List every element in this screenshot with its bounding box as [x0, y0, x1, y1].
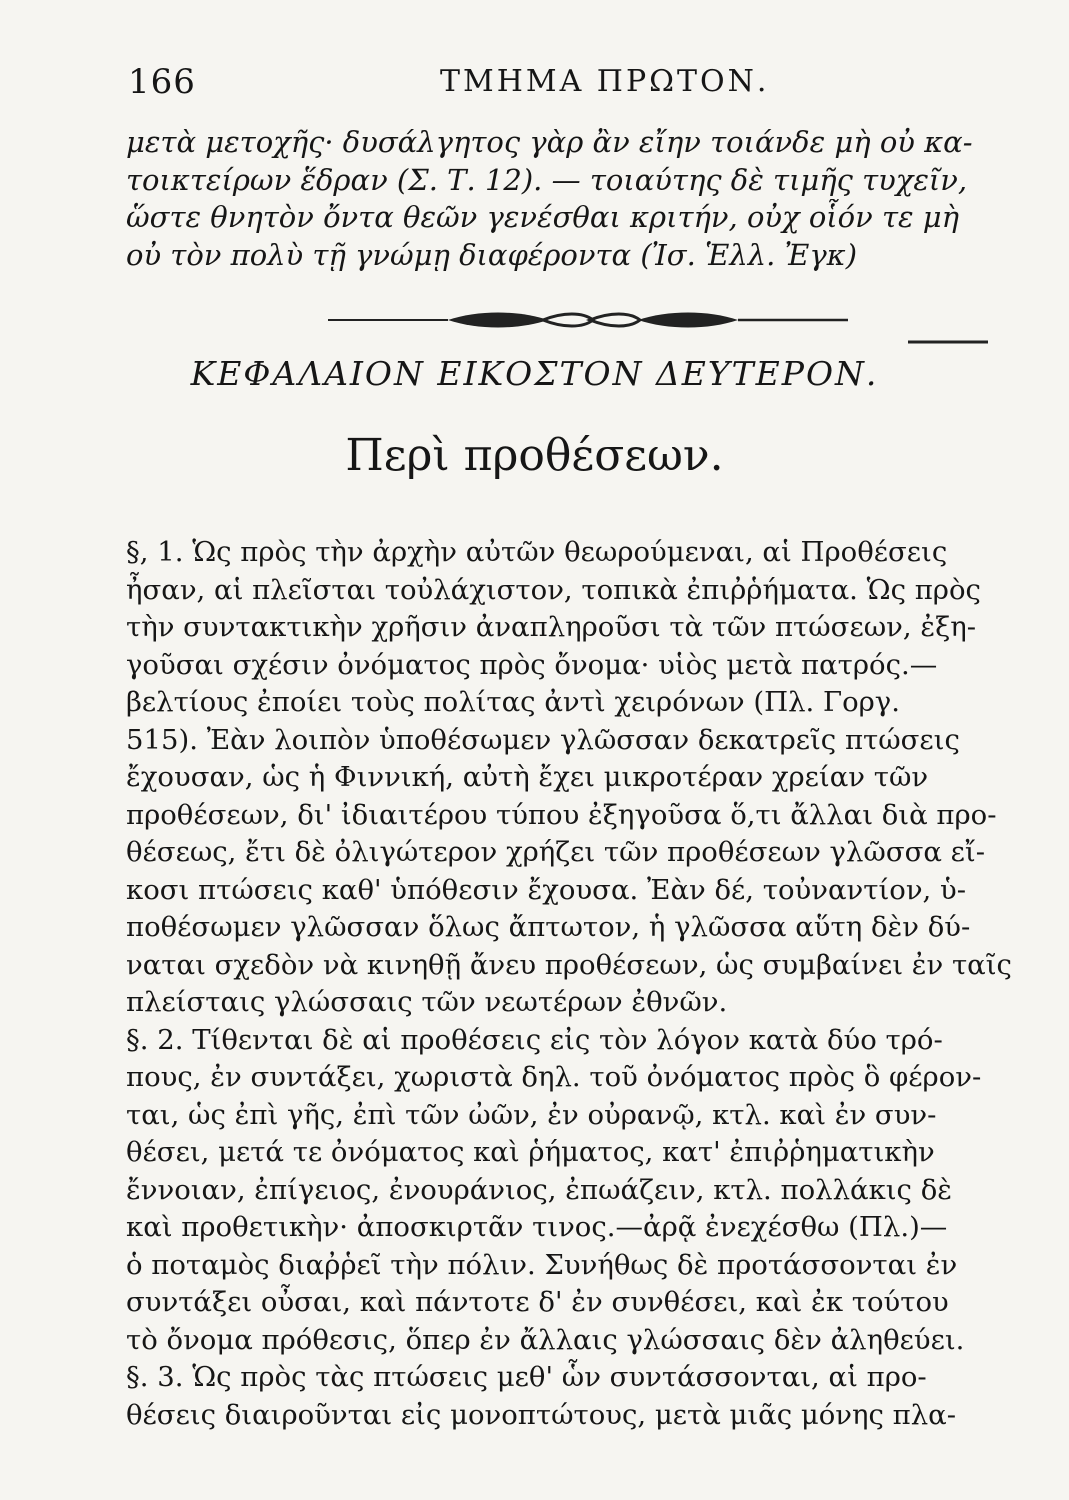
- page-header: [128, 62, 1019, 112]
- text-line: γοῦσαι σχέσιν ὀνόματος πρὸς ὄνομα· υἱὸς μετὰ πατρός.—: [126, 648, 938, 681]
- text-line: ὁ ποταμὸς διαῤῥεῖ τὴν πόλιν. Συνήθως δὲ προτάσσονται ἐν: [126, 1248, 958, 1281]
- text-line: κοσι πτώσεις καθ' ὑπόθεσιν ἔχουσα. Ἐὰν δέ, τοὐναντίον, ὑ-: [126, 873, 967, 906]
- chapter-subtitle: Περὶ προθέσεων.: [345, 430, 724, 481]
- text-line: 515). Ἐὰν λοιπὸν ὑποθέσωμεν γλῶσσαν δεκατρεῖς πτώσεις: [126, 723, 960, 756]
- text-line: πους, ἐν συντάξει, χωριστὰ δηλ. τοῦ ὀνόματος πρὸς ὃ φέρον-: [126, 1061, 982, 1093]
- text-line: θέσει, μετά τε ὀνόματος καὶ ῥήματος, κατ' ἐπιῤῥηματικὴν: [126, 1136, 935, 1168]
- text-line: καὶ προθετικὴν· ἀποσκιρτᾶν τινος.—ἀρᾷ ἐνεχέσθω (Πλ.)—: [126, 1211, 948, 1243]
- text-line: οὐ τὸν πολὺ τῇ γνώμῃ διαφέροντα (Ἰσ. Ἑλλ. Ἐγκ): [126, 237, 858, 272]
- section-text: [126, 534, 1016, 1434]
- text-line: ναται σχεδὸν νὰ κινηθῇ ἄνευ προθέσεων, ὡς συμβαίνει ἐν ταῖς: [126, 948, 1012, 981]
- text-line: πλείσταις γλώσσαις τῶν νεωτέρων ἐθνῶν.: [126, 986, 728, 1018]
- quote-paragraph: [126, 124, 1016, 274]
- text-line: §, 1. Ὡς πρὸς τὴν ἀρχὴν αὐτῶν θεωρούμεναι, αἱ Προθέσεις: [126, 536, 948, 568]
- text-line: θέσεις διαιροῦνται εἰς μονοπτώτους, μετὰ μιᾶς μόνης πλα-: [126, 1398, 957, 1431]
- text-line: προθέσεων, δι' ἰδιαιτέρου τύπου ἐξηγοῦσα ὅ,τι ἄλλαι διὰ προ-: [126, 798, 997, 831]
- text-line: §. 2. Τίθενται δὲ αἱ προθέσεις εἰς τὸν λόγον κατὰ δύο τρό-: [126, 1023, 943, 1056]
- text-line: θέσεως, ἔτι δὲ ὀλιγώτερον χρήζει τῶν προθέσεων γλῶσσα εἴ-: [126, 836, 985, 868]
- text-line: ὥστε θνητὸν ὄντα θεῶν γενέσθαι κριτήν, οὐχ οἷόν τε μὴ: [126, 200, 960, 234]
- text-line: ται, ὡς ἐπὶ γῆς, ἐπὶ τῶν ὠῶν, ἐν οὐρανῷ, κτλ. καὶ ἐν συν-: [126, 1098, 937, 1131]
- text-line: ἔχουσαν, ὡς ἡ Φιννική, αὐτὴ ἔχει μικροτέραν χρείαν τῶν: [126, 761, 929, 793]
- ornamental-rule: [328, 296, 988, 356]
- text-line: ἔννοιαν, ἐπίγειος, ἐνουράνιος, ἐπωάζειν, κτλ. πολλάκις δὲ: [126, 1173, 953, 1206]
- text-line: συντάξει οὖσαι, καὶ πάντοτε δ' ἐν συνθέσει, καὶ ἐκ τούτου: [126, 1286, 949, 1318]
- text-line: βελτίους ἐποίει τοὺς πολίτας ἀντὶ χειρόνων (Πλ. Γοργ.: [126, 686, 900, 718]
- text-line: ποθέσωμεν γλῶσσαν ὅλως ἄπτωτον, ἡ γλῶσσα αὕτη δὲν δύ-: [126, 911, 971, 943]
- text-line: τὴν συντακτικὴν χρῆσιν ἀναπληροῦσι τὰ τῶν πτώσεων, ἐξη-: [126, 611, 976, 643]
- chapter-title: ΚΕΦΑΛΑΙΟΝ ΕΙΚΟΣΤΟΝ ΔΕΥΤΕΡΟΝ.: [190, 354, 879, 393]
- page-number: 166: [128, 62, 196, 102]
- text-line: §. 3. Ὡς πρὸς τὰς πτώσεις μεθ' ὧν συντάσσονται, αἱ προ-: [126, 1361, 927, 1393]
- text-line: τὸ ὄνομα πρόθεσις, ὅπερ ἐν ἄλλαις γλώσσαις δὲν ἀληθεύει.: [126, 1323, 965, 1356]
- text-line: τοικτείρων ἕδραν (Σ. Τ. 12). — τοιαύτης δὲ τιμῆς τυχεῖν,: [126, 162, 968, 197]
- text-line: μετὰ μετοχῆς· δυσάλγητος γὰρ ἂν εἴην τοιάνδε μὴ οὐ κα-: [126, 125, 973, 159]
- text-line: ἦσαν, αἱ πλεῖσται τοὐλάχιστον, τοπικὰ ἐπιῤῥήματα. Ὡς πρὸς: [126, 573, 981, 606]
- running-head: ΤΜΗΜΑ ΠΡΩΤΟΝ.: [440, 64, 770, 99]
